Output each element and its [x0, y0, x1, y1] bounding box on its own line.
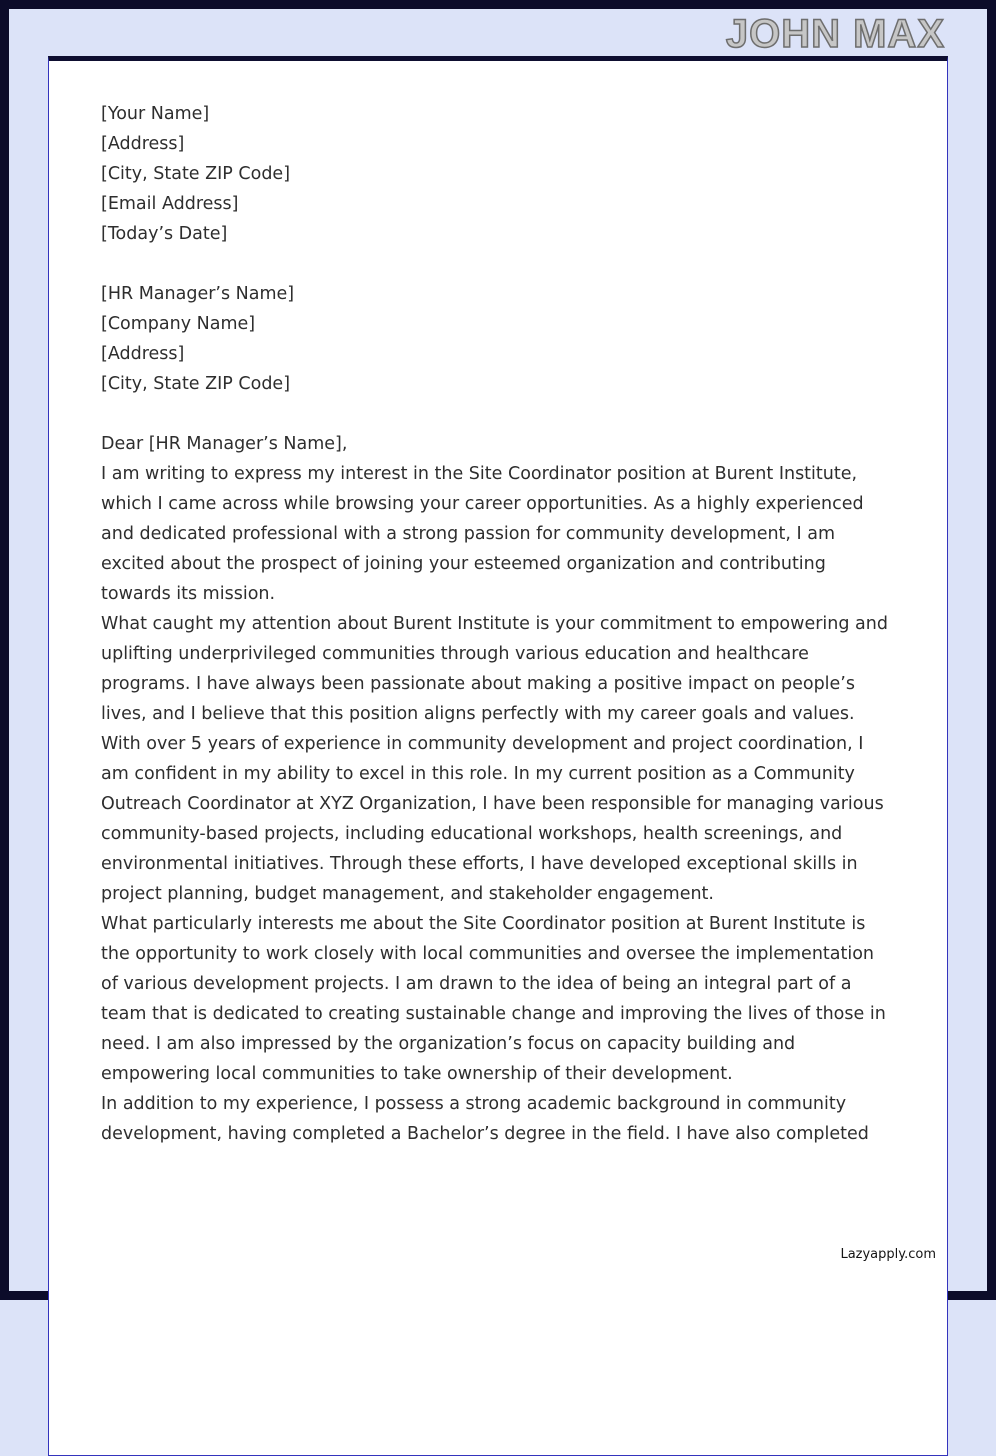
letter-paragraph-3: With over 5 years of experience in community development and project coordination, I am confident in my ability to excel in this role. In my current position as a Community Outreach Coordinator at XYZ Organization, I have been responsible for managing various community-based projects, including educational workshops, health screenings, and environmental initiatives. Through these efforts, I have developed exceptional skills in project planning, budget management, and stakeholder engagement. [101, 734, 884, 904]
sender-line-city: [City, State ZIP Code] [101, 164, 291, 184]
salutation: Dear [HR Manager’s Name], [101, 434, 348, 454]
letter-paragraph-1: I am writing to express my interest in the Site Coordinator position at Burent Institute, which I came across while browsing your career opportunities. As a highly experienced and dedicated professional with a strong passion for community development, I am excited about the prospect of joining your esteemed organization and contributing towards its mission. [101, 464, 864, 604]
brand-name: JOHN MAX [725, 12, 945, 56]
watermark-link[interactable]: Lazyapply.com [840, 1247, 936, 1262]
letter-paragraph-2: What caught my attention about Burent Institute is your commitment to empowering and uplifting underprivileged communities through various education and healthcare programs. I have always been passionate about making a positive impact on people’s lives, and I believe that this position aligns perfectly with my career goals and values. [101, 614, 888, 724]
sender-line-date: [Today’s Date] [101, 224, 228, 244]
recipient-line-company: [Company Name] [101, 314, 256, 334]
recipient-address-block [101, 279, 895, 399]
letter-paragraph-5: In addition to my experience, I possess a strong academic background in community development, having completed a Bachelor’s degree in the field. I have also completed [101, 1094, 869, 1144]
sender-address-block [101, 99, 895, 249]
recipient-line-city: [City, State ZIP Code] [101, 374, 291, 394]
letter-paragraph-4: What particularly interests me about the Site Coordinator position at Burent Institute is the opportunity to work closely with local communities and oversee the implementation of various development projects. I am drawn to the idea of being an integral part of a team that is dedicated to creating sustainable change and improving the lives of those in need. I am also impressed by the organization’s focus on capacity building and empowering local communities to take ownership of their development. [101, 914, 886, 1084]
sender-line-address: [Address] [101, 134, 185, 154]
recipient-line-address: [Address] [101, 344, 185, 364]
sender-line-name: [Your Name] [101, 104, 210, 124]
cover-letter-paper [48, 56, 948, 1456]
recipient-line-name: [HR Manager’s Name] [101, 284, 295, 304]
sender-line-email: [Email Address] [101, 194, 239, 214]
